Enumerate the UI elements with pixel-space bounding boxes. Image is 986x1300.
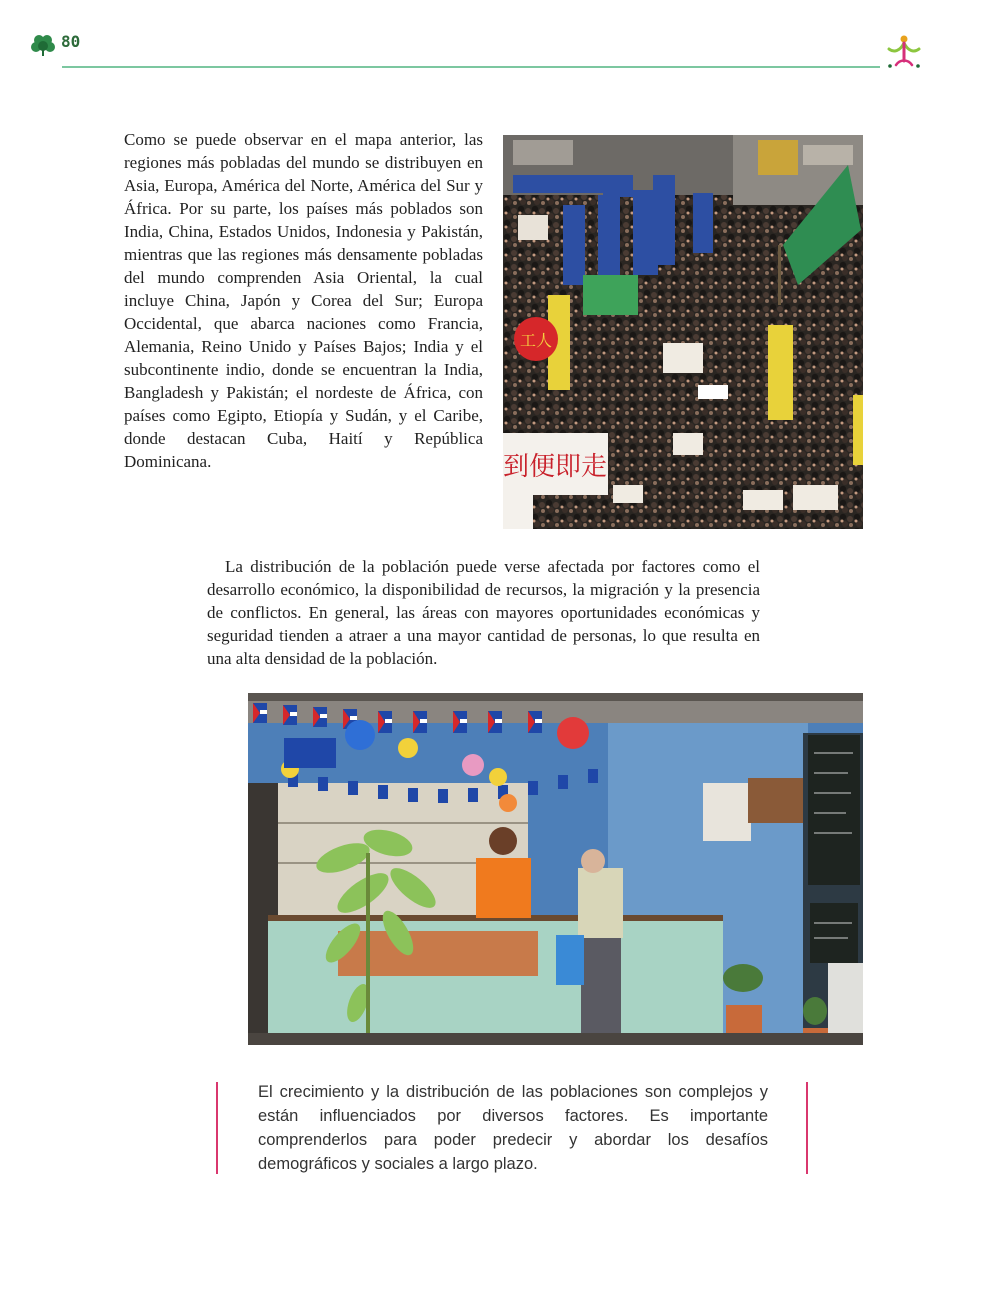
cuban-cafe-photo [248,693,863,1045]
intro-paragraph: Como se puede observar en el mapa anterior, las regiones más pobladas del mundo se distribuyen en Asia, Europa, América del Norte, América del Sur y África. Por su parte, los países más poblados son India, China, Estados Unidos, Indonesia y Pakistán, mientras que las regiones más densamente pobladas del mundo comprenden Asia Oriental, la cual incluye China, Japón y Corea del Sur; Europa Occidental, que abarca naciones como Francia, Alemania, Reino Unido y Países Bajos; India y el subcontinente indio, donde se encuentran la India, Bangladesh y Pakistán; el nordeste de África, con países como Egipto, Etiopía y Sudán, y el Caribe, donde destacan Cuba, Haití y República Dominicana. [124,130,483,471]
red-circle-sign-text: 工人 [519,331,553,350]
note-text: El crecimiento y la distribución de las poblaciones son complejos y están influenciados por diversos factores. Es importante comprenderlos para poder predecir y abordar los desafíos demográficos y sociales a largo plazo. [258,1083,768,1173]
clover-logo-icon [30,31,56,57]
page-number: 80 [61,32,81,51]
note-accent-right [806,1082,808,1174]
protest-banner-text: 到便即走 [503,452,608,482]
protest-crowd-photo [503,135,863,529]
note-accent-left [216,1082,218,1174]
sprout-emblem-icon [884,31,924,71]
distribution-paragraph: La distribución de la población puede verse afectada por factores como el desarrollo económico, la disponibilidad de recursos, la migración y la presencia de conflictos. En general, las áreas con mayores oportunidades económicas y seguridad tienden a atraer a una mayor cantidad de personas, lo que resulta en una alta densidad de la población. [207,557,760,668]
header-rule [62,66,880,68]
